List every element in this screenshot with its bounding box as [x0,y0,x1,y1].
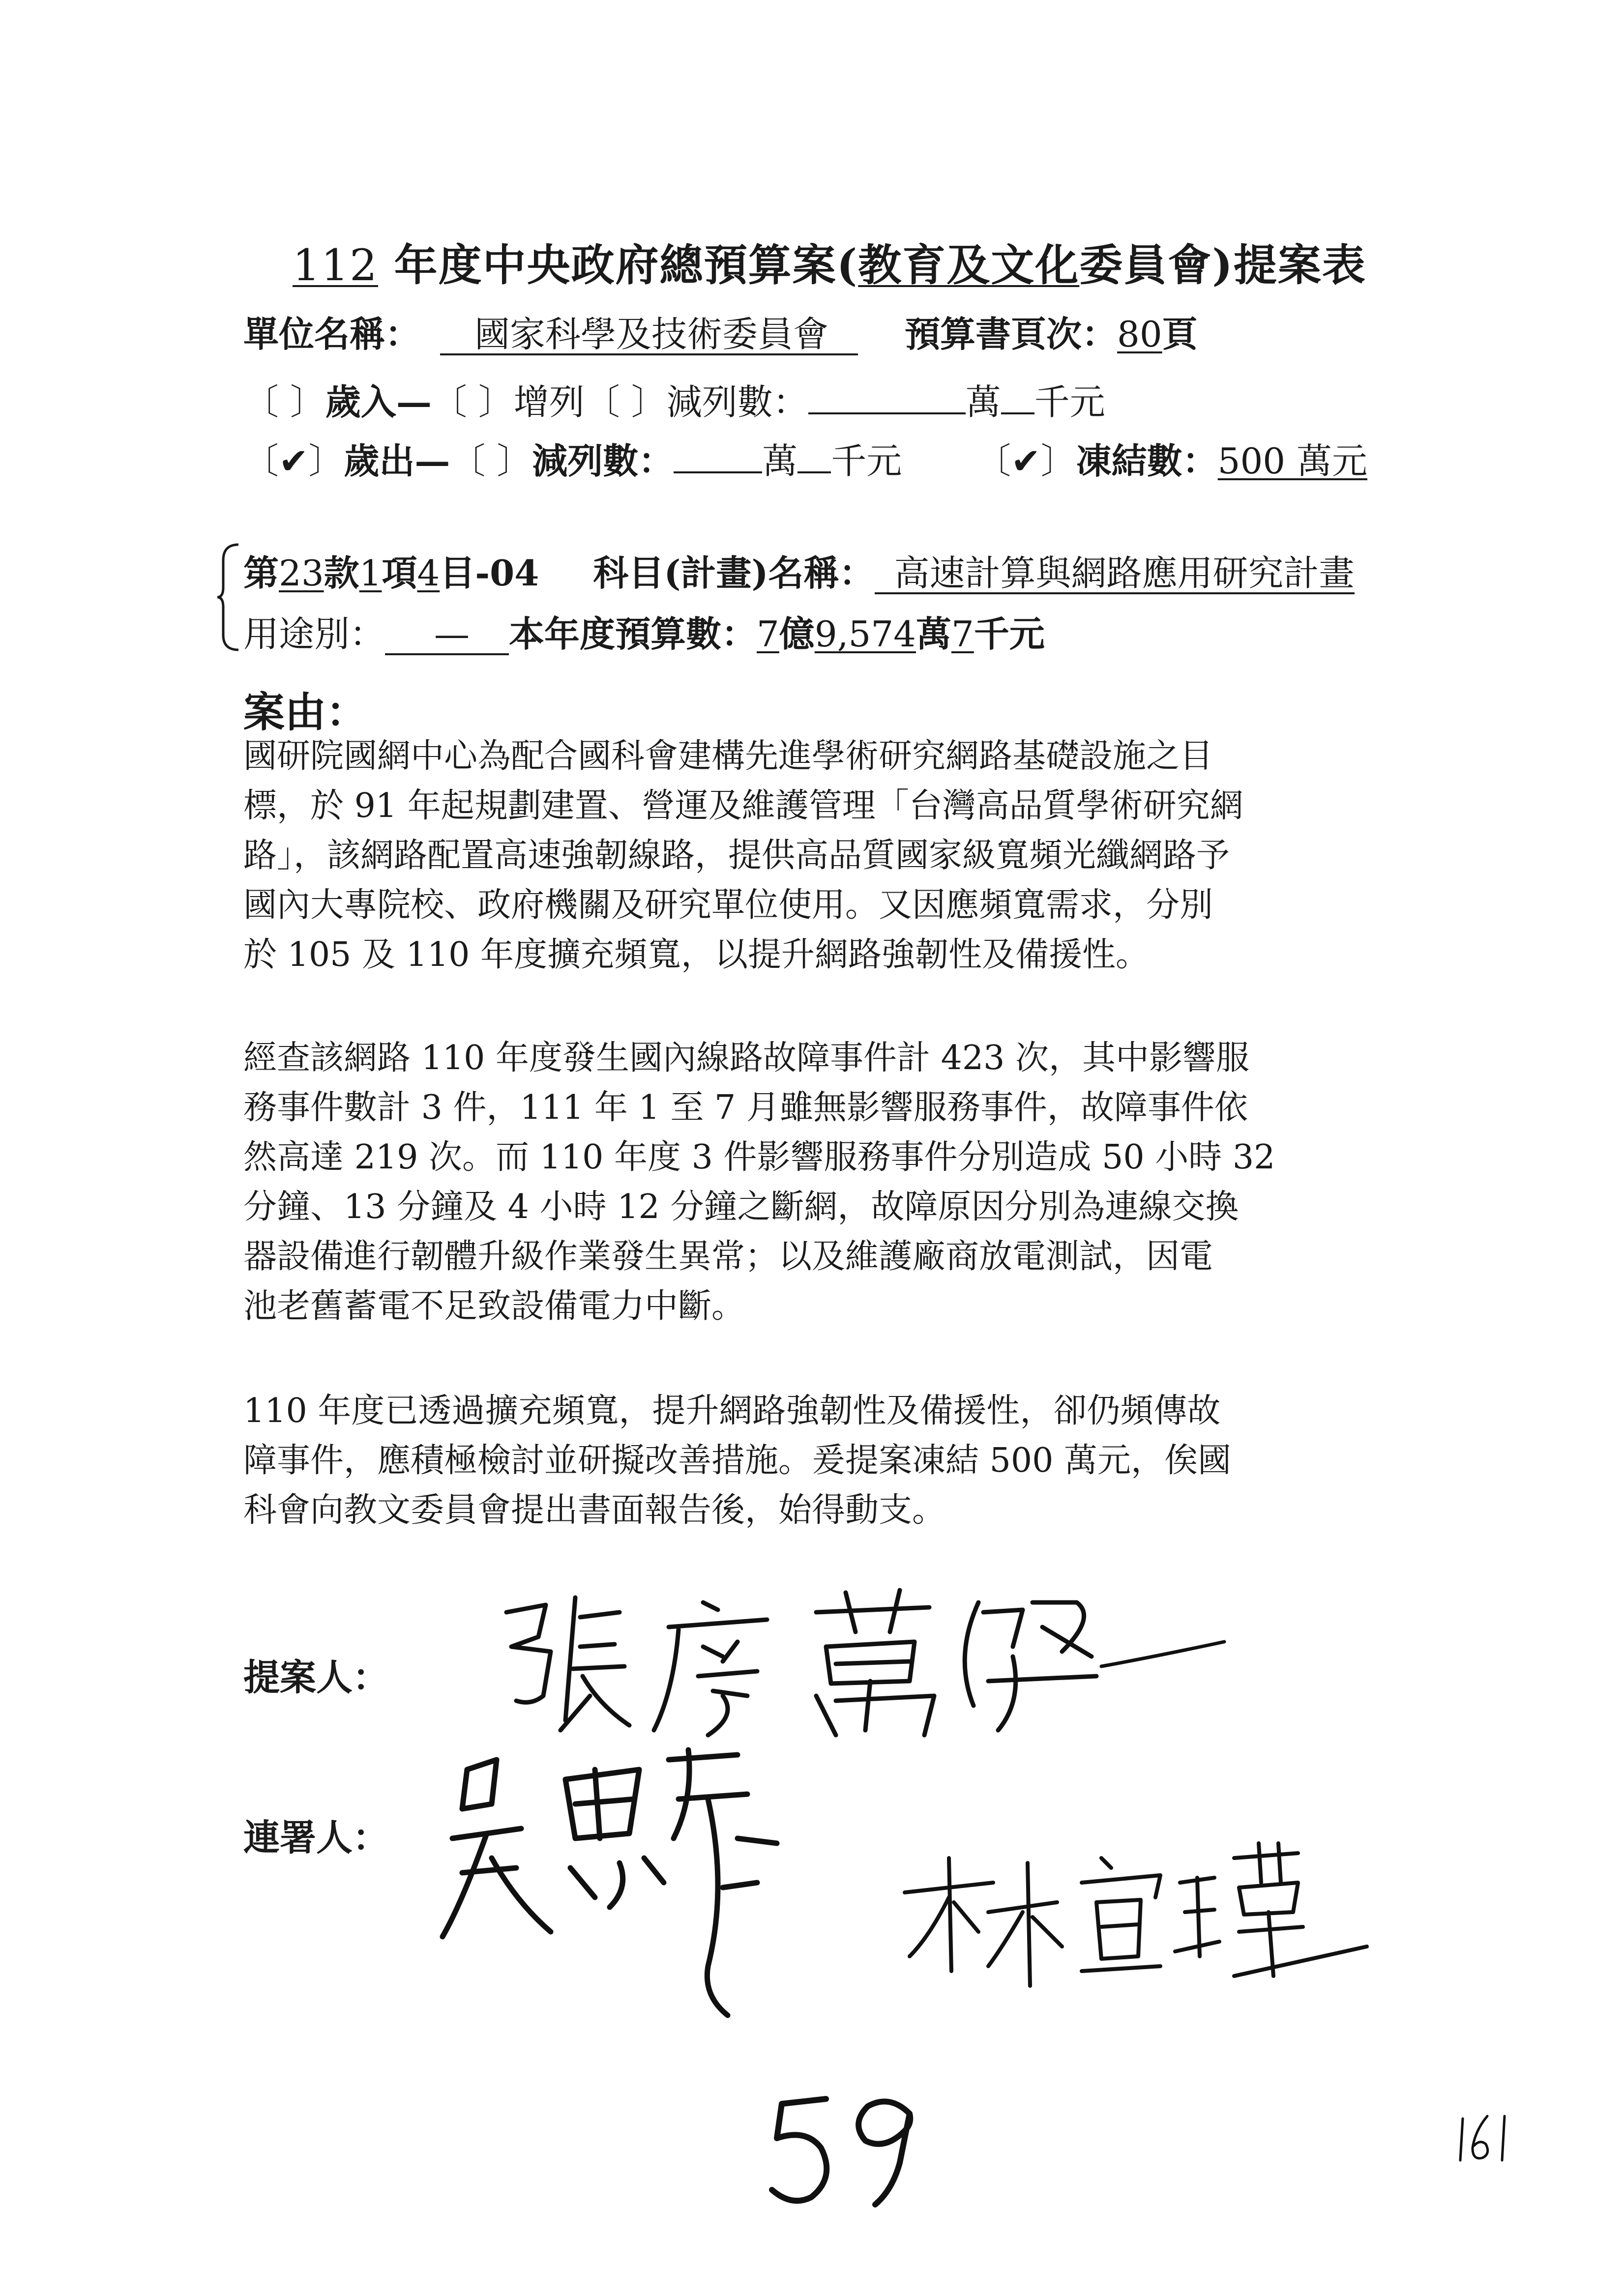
reason-heading: 案由： [243,688,368,736]
expenditure-label: 歲出— [344,440,450,482]
unit-name: 國家科學及技術委員會 [440,316,858,355]
budget-qianyuan: 千元 [974,613,1045,655]
budget-wan: 萬 [915,613,951,655]
budget-yi-number: 7 [757,613,779,655]
page-label: 預算書頁次： [905,313,1118,355]
form-title [293,231,1366,293]
exp-decrease-checkbox: 〔 〕 [450,440,532,482]
freeze-label: 凍結數： [1076,440,1218,482]
section-di: 第 [243,552,279,594]
section-bracket [216,541,241,654]
revenue-label: 歲入— [325,381,432,423]
page-unit: 頁 [1162,313,1198,355]
budget-wan-number: 9,574 [814,613,916,655]
budget-label: 本年度預算數： [509,613,757,655]
paragraph-line: 於 105 及 110 年度擴充頻寬，以提升網路強韌性及備援性。 [243,935,1150,974]
paragraph-line: 然高達 219 次。而 110 年度 3 件影響服務事件分別造成 50 小時 32 [243,1138,1275,1177]
proposer-label: 提案人： [243,1657,389,1699]
kuan-label: 款 [324,552,359,594]
xiang-label: 項 [382,552,417,594]
usage-row [243,606,1045,657]
increase-label: 增列 [513,381,585,423]
freeze-value: 500 萬元 [1217,440,1367,482]
paragraph-line: 器設備進行韌體升級作業發生異常；以及維護廠商放電測試，因電 [243,1237,1213,1276]
revenue-qian-blank [1001,412,1034,414]
decrease-checkbox: 〔 〕 [584,381,667,423]
paragraph-line: 池老舊蓄電不足致設備電力中斷。 [243,1287,745,1326]
exp-wan: 萬 [762,440,798,482]
revenue-row [243,374,1105,425]
reason-paragraph-3 [243,1386,1231,1535]
usage-label: 用途別： [243,613,385,655]
revenue-checkbox: 〔 〕 [243,381,325,423]
proposer-signature [492,1583,1239,1745]
title-year: 112 [293,240,378,291]
cosigner-signature-2 [895,1829,1377,2005]
expenditure-row [243,433,1367,484]
title-text-2: 委員會)提案表 [1079,239,1366,291]
paragraph-line: 國研院國網中心為配合國科會建構先進學術研究網路基礎設施之目 [243,737,1213,776]
exp-wan-blank [674,471,762,473]
paragraph-line: 障事件，應積極檢討並研擬改善措施。爰提案凍結 500 萬元，俟國 [243,1441,1232,1480]
exp-qian-blank [797,471,831,473]
subject-value: 高速計算與網路應用研究計畫 [875,555,1355,594]
paragraph-line: 路」，該網路配置高速強韌線路，提供高品質國家級寬頻光纖網路予 [243,836,1230,875]
paragraph-line: 務事件數計 3 件，111 年 1 至 7 月雖無影響服務事件，故障事件依 [243,1088,1248,1127]
revenue-wan: 萬 [965,381,1001,423]
exp-decrease-label: 減列數： [532,440,674,482]
freeze-checkbox: 〔✔〕 [975,440,1076,482]
unit-row [243,306,1198,357]
xiang-number: 1 [359,552,382,594]
page-value: 80 [1117,314,1162,355]
title-text-1: 年度中央政府總預算案( [378,239,858,291]
mu-number: 4 [417,552,440,594]
paragraph-line: 110 年度已透過擴充頻寬，提升網路強韌性及備援性，卻仍頻傳故 [243,1392,1221,1430]
budget-yi: 億 [779,613,815,655]
handwritten-page-number [762,2084,924,2212]
revenue-wan-blank [808,412,966,414]
decrease-label: 減列數： [666,381,808,423]
paragraph-line: 經查該網路 110 年度發生國內線路故障事件計 423 次，其中影響服 [243,1039,1250,1077]
mu-label: 目-04 [440,552,539,594]
kuan-number: 23 [279,552,324,594]
revenue-qianyuan: 千元 [1034,381,1105,423]
corner-page-number [1455,2109,1514,2168]
cosigner-label: 連署人： [243,1817,389,1859]
section-row [243,545,1355,596]
paragraph-line: 科會向教文委員會提出書面報告後，始得動支。 [243,1491,946,1530]
paragraph-line: 分鐘、13 分鐘及 4 小時 12 分鐘之斷網，故障原因分別為連線交換 [243,1188,1239,1226]
increase-checkbox: 〔 〕 [431,381,514,423]
cosigner-signature-1 [433,1740,924,2045]
expenditure-checkbox: 〔✔〕 [243,440,344,482]
reason-paragraph-1 [243,731,1243,980]
paragraph-line: 標，於 91 年起規劃建置、營運及維護管理「台灣高品質學術研究網 [243,786,1243,825]
usage-value: — [385,616,509,655]
unit-label: 單位名稱： [243,313,421,355]
budget-qian-number: 7 [951,613,974,655]
exp-qianyuan: 千元 [831,440,902,482]
paragraph-line: 國內大專院校、政府機關及研究單位使用。又因應頻寬需求，分別 [243,886,1213,925]
subject-label: 科目(計畫)名稱： [593,552,875,594]
reason-paragraph-2 [243,1033,1275,1331]
title-committee: 教育及文化 [858,239,1080,291]
